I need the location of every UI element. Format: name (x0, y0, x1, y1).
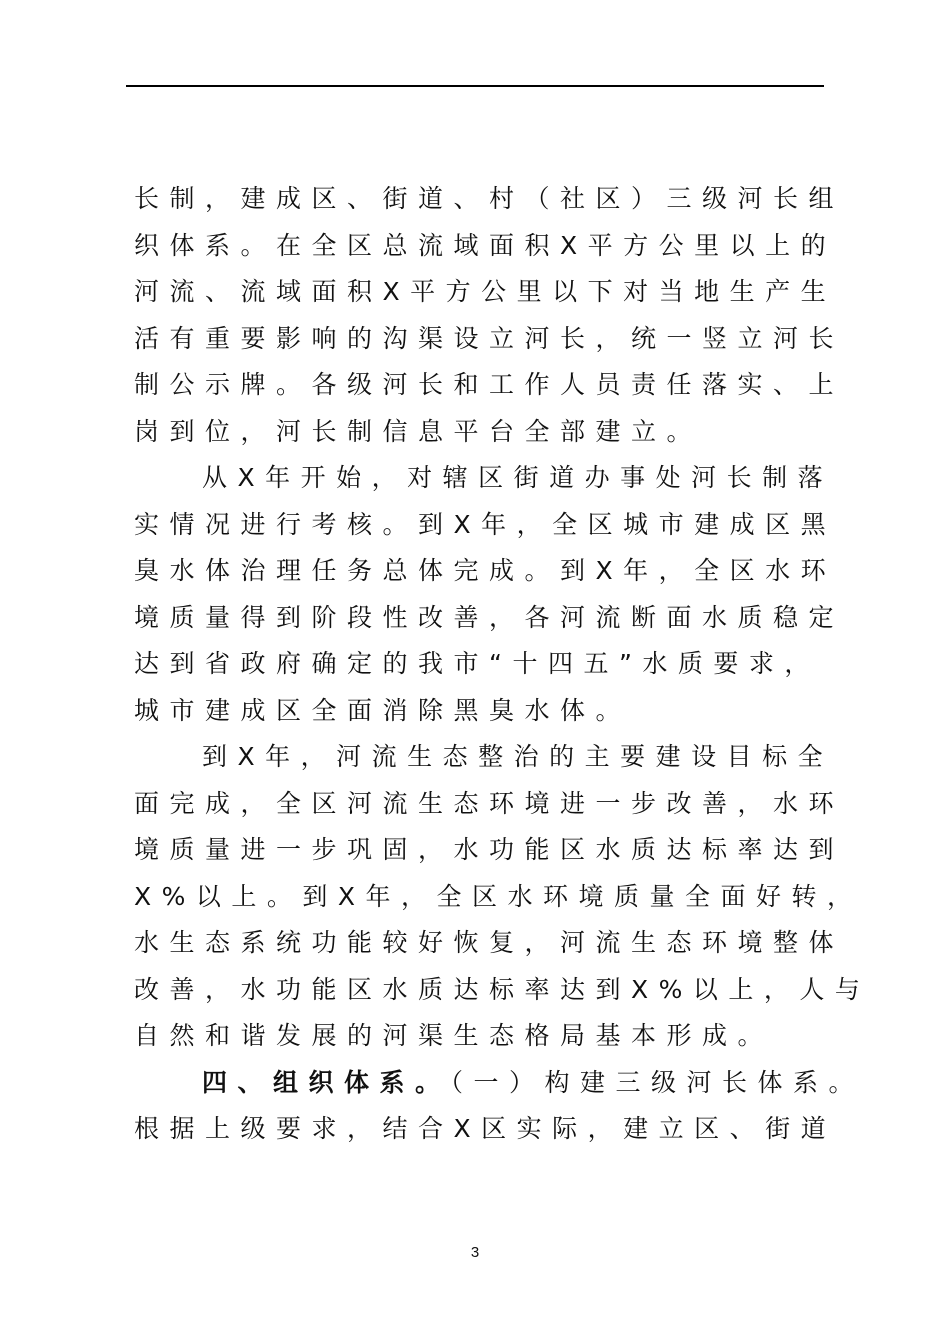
text-line: 自然和谐发展的河渠生态格局基本形成。 (134, 1021, 774, 1050)
section-heading: 四、组织体系。 (202, 1067, 451, 1097)
text-line: 实情况进行考核。到X年，全区城市建成区黑 (134, 509, 837, 539)
text-line: 根据上级要求，结合X区实际，建立区、街道 (134, 1114, 837, 1143)
text-line: 活有重要影响的沟渠设立河长，统一竖立河长 (134, 323, 845, 353)
subsection-heading: （一）构建三级河长体系。 (450, 1067, 865, 1097)
text-line: X%以上。到X年，全区水环境质量全面好转， (134, 881, 863, 911)
text-line: 河流、流域面积X平方公里以下对当地生产生 (134, 277, 837, 306)
paragraph-1 (134, 176, 845, 455)
text-line: 岗到位，河长制信息平台全部建立。 (134, 416, 703, 446)
text-line: 从X年开始，对辖区街道办事处河长制落 (202, 463, 834, 492)
paragraph-2 (134, 455, 845, 734)
text-line: 臭水体治理任务总体完成。到X年，全区水环 (134, 556, 837, 585)
text-line: 改善，水功能区水质达标率达到X%以上，人与 (134, 974, 871, 1004)
paragraph-4 (134, 1060, 865, 1153)
text-line: 制公示牌。各级河长和工作人员责任落实、上 (134, 370, 845, 399)
text-line: 水生态系统功能较好恢复，河流生态环境整体 (134, 928, 845, 957)
text-line: 境质量得到阶段性改善，各河流断面水质稳定 (134, 602, 845, 632)
paragraph-3 (134, 734, 871, 1060)
page-number: 3 (470, 1244, 480, 1261)
text-line: 城市建成区全面消除黑臭水体。 (134, 695, 632, 725)
section-heading-line (134, 1060, 865, 1107)
header-rule (126, 85, 824, 87)
text-line: 达到省政府确定的我市“十四五”水质要求， (134, 649, 820, 678)
text-line: 面完成，全区河流生态环境进一步改善，水环 (134, 788, 845, 818)
text-line: 长制，建成区、街道、村（社区）三级河长组 (134, 184, 845, 213)
text-line: 到X年，河流生态整治的主要建设目标全 (202, 742, 834, 771)
text-line: 境质量进一步巩固，水功能区水质达标率达到 (134, 835, 845, 864)
document-body (134, 176, 871, 1153)
text-line: 织体系。在全区总流域面积X平方公里以上的 (134, 230, 837, 260)
